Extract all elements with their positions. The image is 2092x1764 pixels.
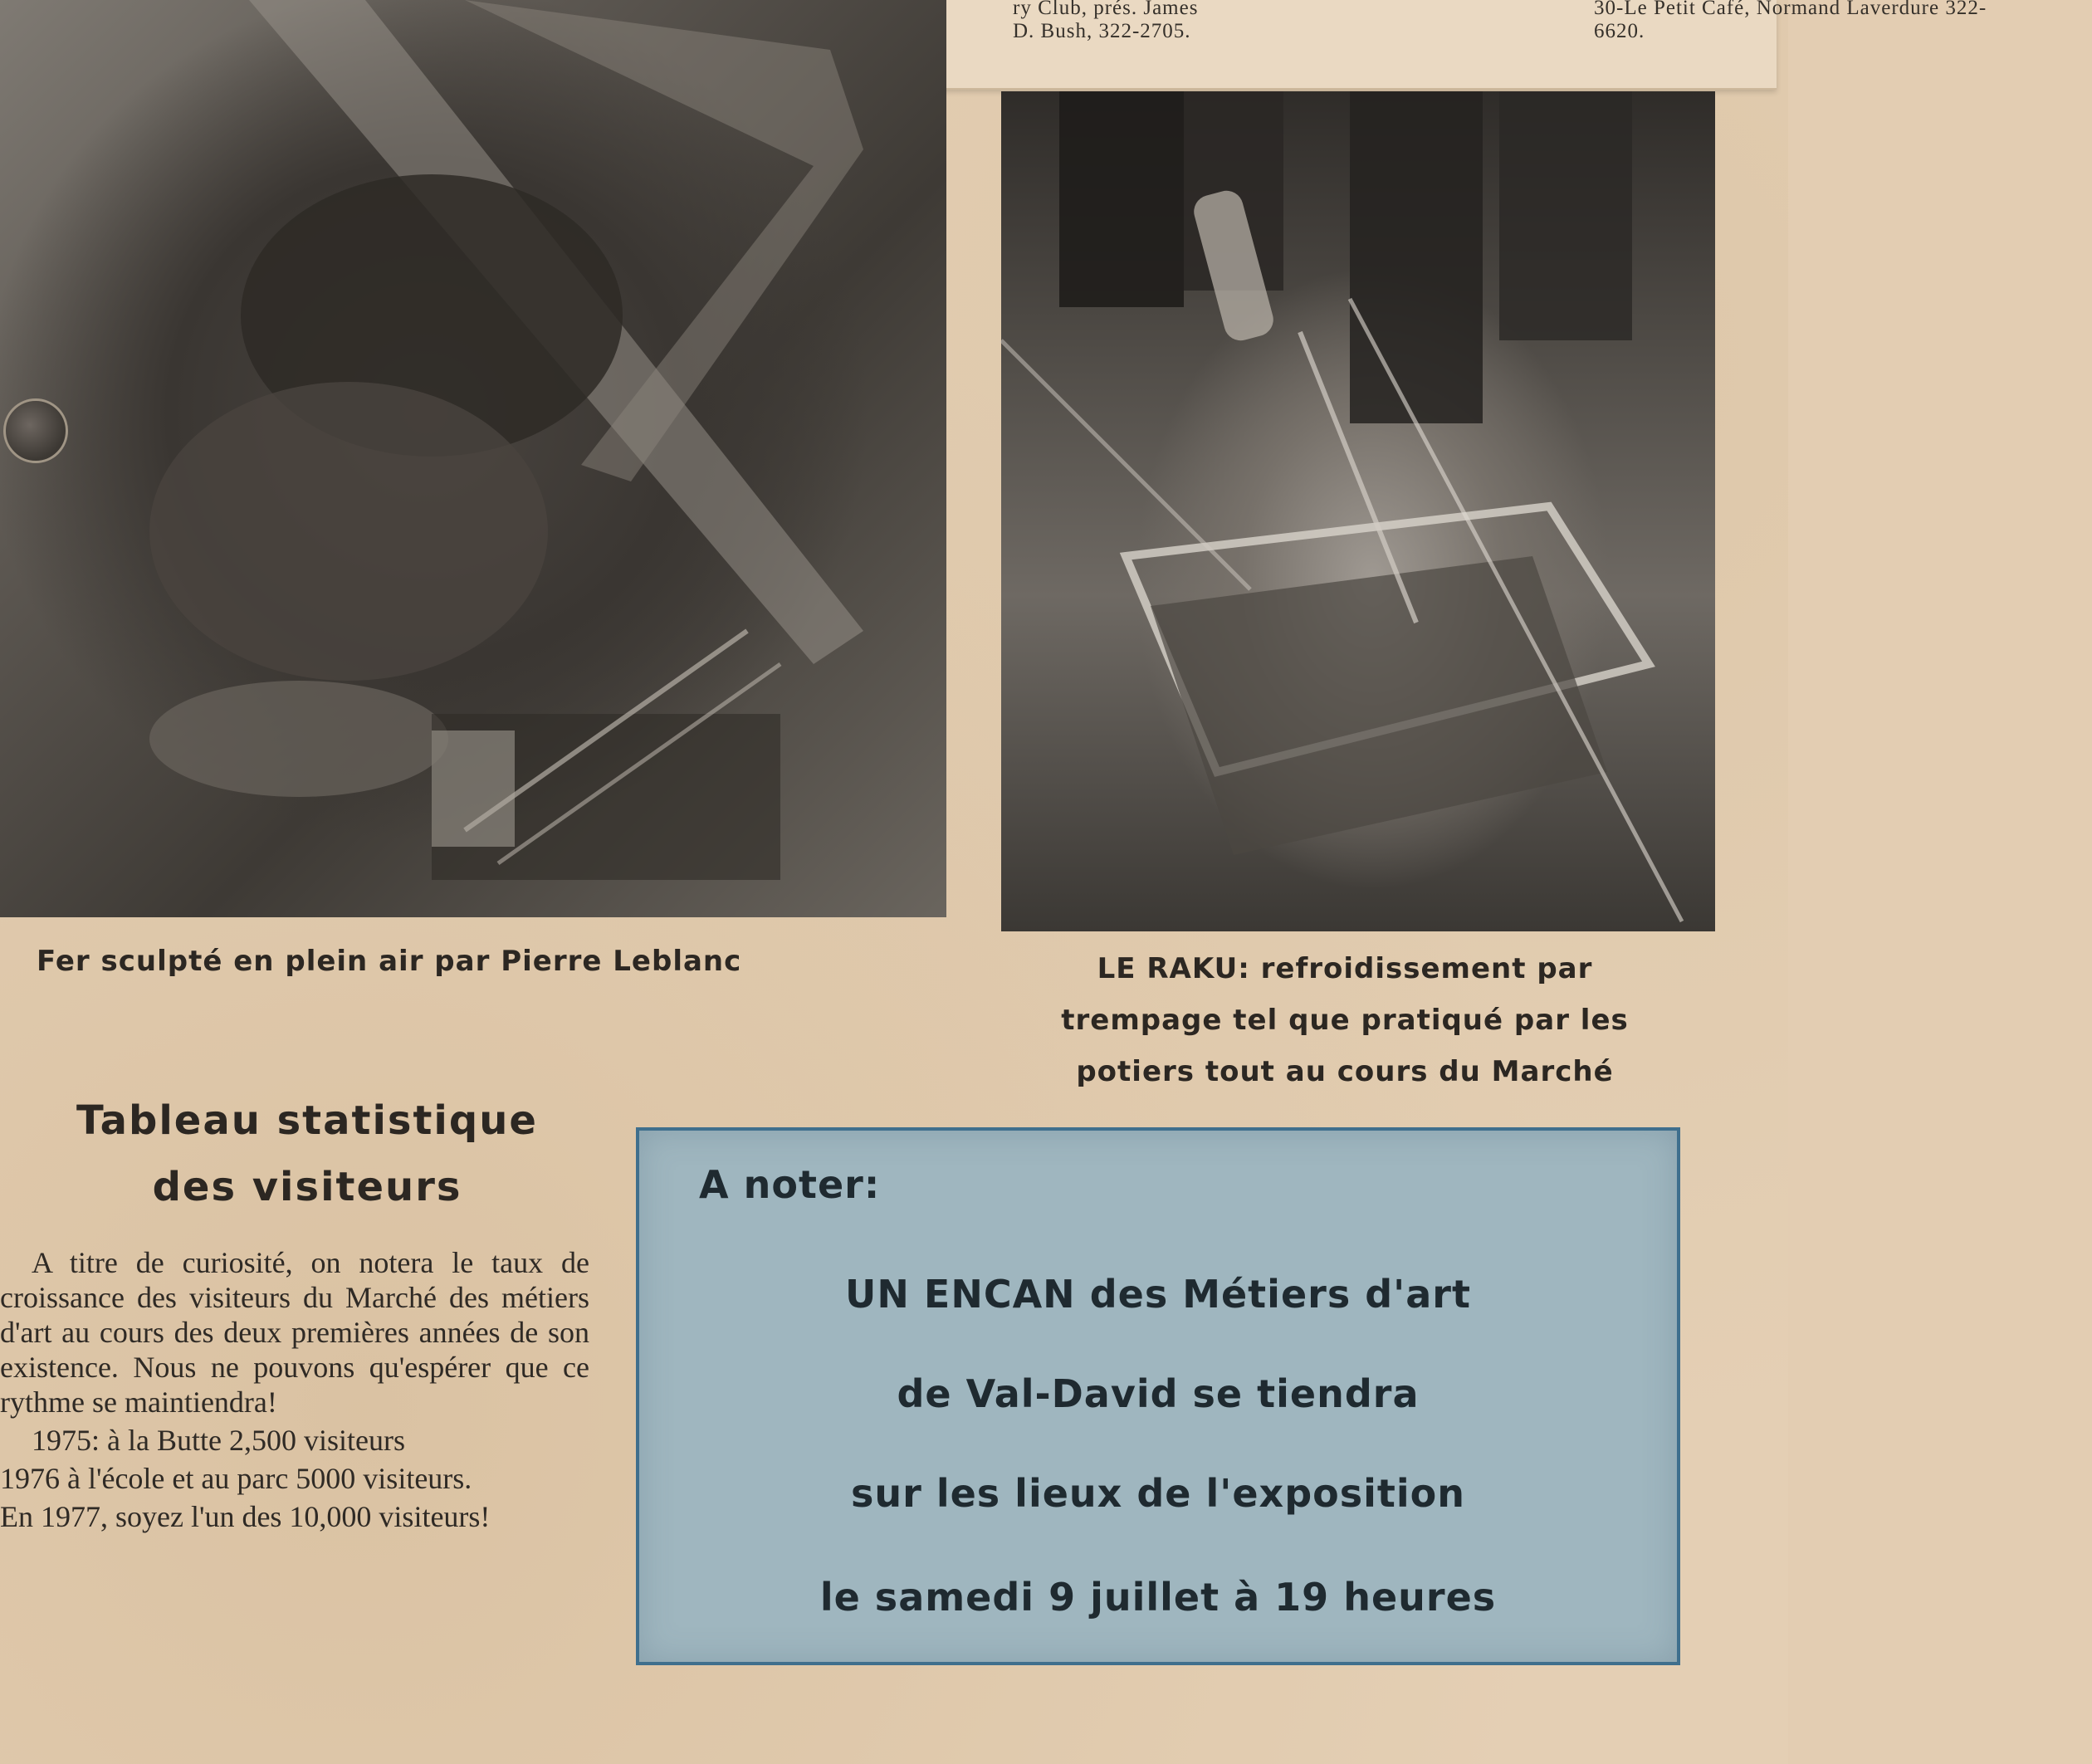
binder-hole <box>3 398 68 463</box>
stats-title <box>33 1087 581 1220</box>
photo-iron-sculpture-illustration <box>0 0 946 917</box>
auction-notice-box <box>636 1127 1680 1665</box>
top-left-fragment-line2: D. Bush, 322-2705. <box>1013 20 1191 42</box>
stats-title-line1: Tableau statistique <box>76 1097 538 1144</box>
top-left-fragment <box>1013 0 1544 43</box>
caption-iron-sculpture: Fer sculpté en plein air par Pierre Leblanc <box>37 945 742 978</box>
top-left-fragment-line1: ry Club, prés. James <box>1013 0 1199 19</box>
top-right-fragment <box>1594 0 2092 43</box>
caption-raku <box>988 943 1702 1097</box>
stats-title-line2: des visiteurs <box>152 1164 462 1210</box>
notice-line-4: le samedi 9 juillet à 19 heures <box>819 1575 1497 1620</box>
notice-line-1: UN ENCAN des Métiers d'art <box>845 1272 1471 1317</box>
photo-raku-cooling-illustration <box>1001 91 1715 931</box>
photo-iron-sculpture <box>0 0 946 917</box>
caption-raku-line1: LE RAKU: refroidissement par <box>1097 952 1593 985</box>
caption-raku-line2: trempage tel que pratiqué par les <box>1061 1004 1629 1037</box>
top-right-fragment-line1: 30-Le Petit Café, Normand Laverdure 322- <box>1594 0 1987 19</box>
top-right-fragment-line2: 6620. <box>1594 20 1645 42</box>
stats-paragraph-1976: 1976 à l'école et au parc 5000 visiteurs. <box>0 1462 472 1495</box>
notice-line-2: de Val-David se tiendra <box>897 1371 1420 1416</box>
notice-line-3: sur les lieux de l'exposition <box>850 1471 1465 1516</box>
stats-article <box>0 1245 589 1537</box>
stats-paragraph-intro: A titre de curiosité, on notera le taux de croissance des visiteurs du Marché des métiers d'art au cours des deux premières années de son existence. Nous ne pouvons qu'espérer que ce rythme se maintiendra! <box>0 1246 589 1419</box>
stats-paragraph-1977: En 1977, soyez l'un des 10,000 visiteurs! <box>0 1500 491 1533</box>
caption-raku-line3: potiers tout au cours du Marché <box>1076 1055 1614 1088</box>
photo-raku-cooling <box>1001 91 1715 931</box>
stats-paragraph-1975: 1975: à la Butte 2,500 visiteurs <box>32 1424 405 1457</box>
notice-heading: A noter: <box>699 1162 881 1207</box>
